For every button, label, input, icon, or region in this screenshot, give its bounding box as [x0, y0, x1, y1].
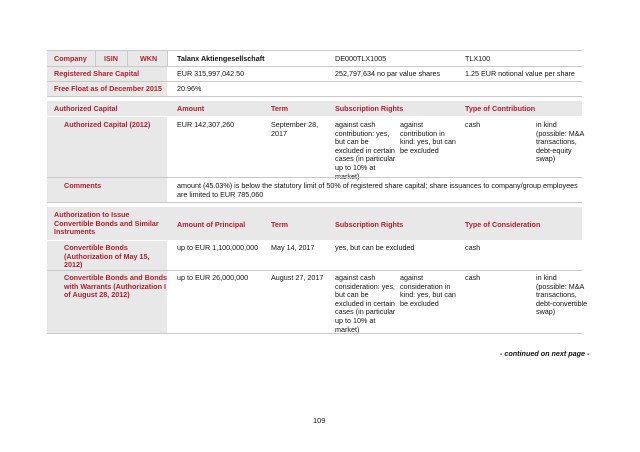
bonds-warrants-type-cash: cash — [465, 273, 481, 282]
comments-label: Comments — [64, 181, 102, 190]
authorized-2012-type-kind: in kind (possible: M&A transactions, debt-equity swap) — [536, 120, 584, 164]
convertible-bonds-amount: up to EUR 1,100,000,000 — [177, 243, 259, 252]
subscription-rights-header-2: Subscription Rights — [335, 220, 404, 229]
bonds-warrants-label: Convertible Bonds and Bonds with Warrants (Authorization I of August 28, 2012) — [64, 273, 168, 300]
type-of-consideration-header: Type of Consideration — [465, 220, 541, 229]
isin-value: DE000TLX1005 — [335, 54, 387, 63]
convertible-bonds-term: May 14, 2017 — [271, 243, 315, 252]
authorized-2012-type-cash: cash — [465, 120, 481, 129]
free-float-value: 20.96% — [177, 84, 202, 93]
company-label: Company — [54, 54, 87, 63]
term-header-2: Term — [271, 220, 289, 229]
type-of-contribution-header: Type of Contribution — [465, 104, 536, 113]
subscription-rights-header: Subscription Rights — [335, 104, 404, 113]
amount-of-principal-header: Amount of Principal — [177, 220, 246, 229]
bonds-warrants-term: August 27, 2017 — [271, 273, 324, 282]
convertible-bonds-subscription: yes, but can be excluded — [335, 243, 415, 252]
authorized-2012-term: September 28, 2017 — [271, 120, 319, 138]
rule — [47, 96, 582, 97]
convertible-bonds-label: Convertible Bonds (Authorization of May 15, 2012) — [64, 243, 150, 270]
comments-text: amount (45.03%) is below the statutory limit of 50% of registered share capital; share issuances to company/group employees are limited to EUR 785,060 — [177, 181, 578, 199]
authorized-2012-subscription-kind: against contribution in kind: yes, but can be excluded — [400, 120, 456, 155]
bonds-warrants-type-kind: in kind (possible: M&A transactions, debt-convertible swap) — [536, 273, 588, 317]
divider — [95, 51, 96, 66]
authorized-2012-amount: EUR 142,307,260 — [177, 120, 235, 129]
continued-note: - continued on next page - — [500, 349, 590, 358]
convertible-bonds-type: cash — [465, 243, 481, 252]
page-number: 109 — [313, 416, 326, 425]
wkn-label: WKN — [140, 54, 158, 63]
free-float-label: Free Float as of December 2015 — [54, 84, 162, 93]
bonds-warrants-subscription-cash: against cash consideration: yes, but can be excluded in certain cases (in particular up to 10% at market) — [335, 273, 396, 334]
divider — [127, 51, 128, 66]
registered-shares: 252,797,634 no par value shares — [335, 69, 441, 78]
wkn-value: TLX100 — [465, 54, 491, 63]
bonds-warrants-subscription-kind: against consideration in kind: yes, but can be excluded — [400, 273, 456, 308]
registered-label: Registered Share Capital — [54, 69, 140, 78]
divider — [167, 51, 168, 66]
term-header: Term — [271, 104, 289, 113]
authorized-2012-subscription-cash: against cash contribution: yes, but can be excluded in certain cases (in particular up to 10% at market) — [335, 120, 396, 181]
amount-header: Amount — [177, 104, 205, 113]
registered-amount: EUR 315,997,042.50 — [177, 69, 245, 78]
company-name: Talanx Aktiengesellschaft — [177, 54, 265, 63]
rule — [47, 333, 582, 334]
registered-notional: 1.25 EUR notional value per share — [465, 69, 575, 78]
authorization-header-label: Authorization to Issue Convertible Bonds and Similar Instruments — [54, 210, 159, 237]
bonds-warrants-amount: up to EUR 26,000,000 — [177, 273, 249, 282]
authorized-2012-label: Authorized Capital (2012) — [64, 120, 151, 129]
rule — [47, 202, 582, 203]
authorized-header-label: Authorized Capital — [54, 104, 118, 113]
isin-label: ISIN — [104, 54, 118, 63]
